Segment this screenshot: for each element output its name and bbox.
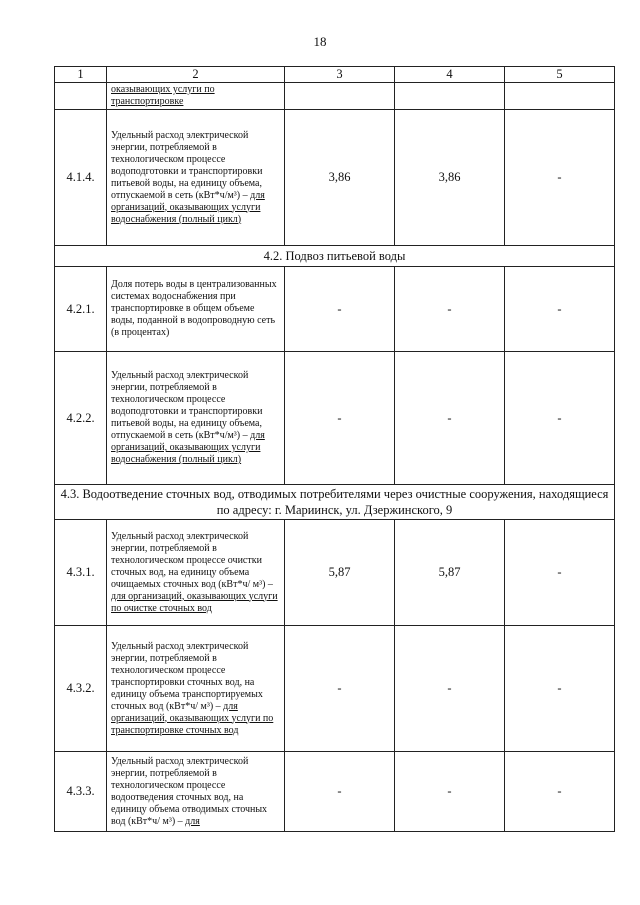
table-row — [55, 83, 615, 110]
indicator-description — [107, 626, 285, 752]
value-col4: - — [395, 352, 505, 485]
value-col4 — [395, 83, 505, 110]
indicator-description — [107, 267, 285, 352]
indicator-description — [107, 520, 285, 626]
value-col3: - — [285, 267, 395, 352]
description-underlined-text: для — [185, 815, 200, 827]
description-underlined-text: для организаций, оказывающих услуги по очистке сточных вод — [111, 590, 278, 614]
value-col5 — [505, 83, 615, 110]
value-col4: - — [395, 267, 505, 352]
column-header: 2 — [107, 67, 285, 83]
description-underlined-text: для организаций, оказывающих услуги по транспортировке сточных вод — [111, 700, 274, 736]
indicator-description — [107, 352, 285, 485]
row-number: 4.2.2. — [55, 352, 107, 485]
description-text: Удельный расход электрической энергии, потребляемой в технологическом процессе водоотведения сточных вод, на единицу объема отводимых сточных вод (кВт*ч/ м³) – — [111, 755, 268, 827]
page-number: 18 — [313, 34, 327, 49]
value-col4: - — [395, 626, 505, 752]
indicator-description — [107, 752, 285, 832]
row-number: 4.3.3. — [55, 752, 107, 832]
column-header: 3 — [285, 67, 395, 83]
table-row — [55, 752, 615, 832]
value-col3 — [285, 83, 395, 110]
value-col3: 3,86 — [285, 110, 395, 246]
column-header: 1 — [55, 67, 107, 83]
description-text: Удельный расход электрической энергии, потребляемой в технологическом процессе водоподготовки и транспортировки питьевой воды, на единицу объема, отпускаемой в сеть (кВт*ч/м³) – — [111, 370, 263, 441]
section-title: 4.3. Водоотведение сточных вод, отводимых потребителями через очистные сооружения, находящиеся по адресу: г. Мариинск, ул. Дзержинского, 9 — [55, 485, 615, 520]
value-col3: 5,87 — [285, 520, 395, 626]
value-col3: - — [285, 626, 395, 752]
indicators-table — [54, 66, 615, 832]
table-row — [55, 352, 615, 485]
value-col5: - — [505, 626, 615, 752]
value-col5: - — [505, 752, 615, 832]
description-underlined-text: для организаций, оказывающих услуги водоснабжения (полный цикл) — [111, 430, 265, 465]
section-header-row — [55, 246, 615, 267]
section-title: 4.2. Подвоз питьевой воды — [55, 246, 615, 267]
value-col5: - — [505, 110, 615, 246]
table-row — [55, 520, 615, 626]
row-number: 4.3.2. — [55, 626, 107, 752]
indicator-description — [107, 83, 285, 110]
column-header: 5 — [505, 67, 615, 83]
section-header-row — [55, 485, 615, 520]
description-text: Доля потерь воды в централизованных системах водоснабжения при транспортировке в общем объеме воды, поданной в водопроводную сеть (в процентах) — [111, 279, 277, 338]
row-number: 4.2.1. — [55, 267, 107, 352]
description-underlined-text: оказывающих услуги по транспортировке — [111, 84, 215, 107]
column-header: 4 — [395, 67, 505, 83]
description-text: Удельный расход электрической энергии, потребляемой в технологическом процессе водоподготовки и транспортировки питьевой воды, на единицу объема, отпускаемой в сеть (кВт*ч/м³) – — [111, 129, 263, 201]
table-row — [55, 626, 615, 752]
table-header-row — [55, 67, 615, 83]
row-number: 4.3.1. — [55, 520, 107, 626]
value-col3: - — [285, 352, 395, 485]
value-col4: - — [395, 752, 505, 832]
row-number — [55, 83, 107, 110]
description-text: Удельный расход электрической энергии, потребляемой в технологическом процессе очистки сточных вод, на единицу объема очищаемых сточных вод (кВт*ч/ м³) – — [111, 530, 273, 590]
value-col4: 3,86 — [395, 110, 505, 246]
value-col4: 5,87 — [395, 520, 505, 626]
value-col5: - — [505, 352, 615, 485]
row-number: 4.1.4. — [55, 110, 107, 246]
table-row — [55, 110, 615, 246]
table-row — [55, 267, 615, 352]
value-col5: - — [505, 520, 615, 626]
description-underlined-text: для организаций, оказывающих услуги водоснабжения (полный цикл) — [111, 189, 265, 225]
value-col3: - — [285, 752, 395, 832]
description-text: Удельный расход электрической энергии, потребляемой в технологическом процессе транспортировки сточных вод, на единицу объема транспортируемых сточных вод (кВт*ч/ м³) – — [111, 640, 263, 712]
value-col5: - — [505, 267, 615, 352]
indicator-description — [107, 110, 285, 246]
